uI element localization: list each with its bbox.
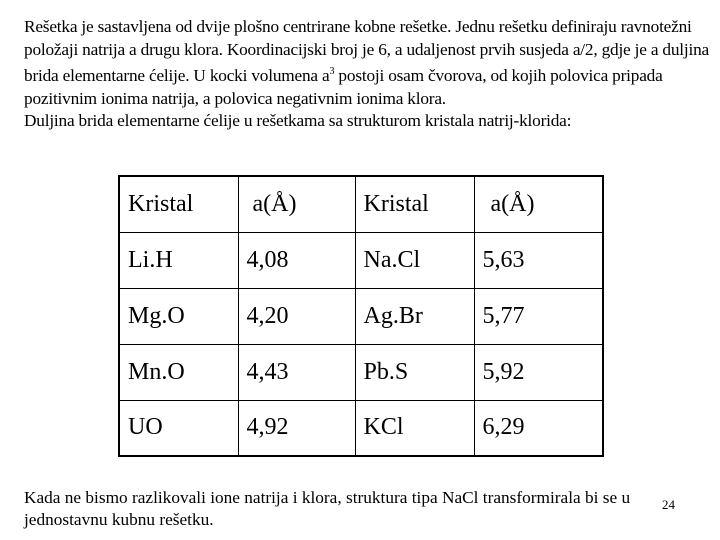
cell: Ag.Br: [355, 288, 474, 344]
header-a: a(Å): [474, 176, 603, 232]
table-header-row: [119, 176, 603, 232]
cell: Mg.O: [119, 288, 238, 344]
cell: Na.Cl: [355, 232, 474, 288]
header-crystal: Kristal: [355, 176, 474, 232]
cell: 4,20: [238, 288, 355, 344]
table-row: [119, 344, 603, 400]
header-crystal: Kristal: [119, 176, 238, 232]
lattice-constant-table: [118, 175, 604, 457]
table-row: [119, 232, 603, 288]
cell: 5,77: [474, 288, 603, 344]
page-number: 24: [662, 497, 675, 512]
cell: 6,29: [474, 400, 603, 456]
cell: UO: [119, 400, 238, 456]
intro-text-2: postoji osam čvorova, od kojih polovica pripada pozitivnim ionima natrija, a polovica negativnim ionima klora.: [24, 65, 663, 108]
cell: 5,63: [474, 232, 603, 288]
footer-paragraph: Kada ne bismo razlikovali ione natrija i klora, struktura tipa NaCl transformirala bi se u jednostavnu kubnu rešetku.: [24, 488, 631, 529]
cell: 4,43: [238, 344, 355, 400]
cell: Li.H: [119, 232, 238, 288]
cell: KCl: [355, 400, 474, 456]
cell: 4,92: [238, 400, 355, 456]
table-row: [119, 288, 603, 344]
intro-text-1: Rešetka je sastavljena od dvije plošno centrirane kobne rešetke. Jednu rešetku definiraju ravnotežni položaji natrija a drugu klora. Koordinacijski broj je 6, a udaljenost prvih susjeda a/2, gdje je a duljina brida elementarne ćelije. U kocki volumena a: [24, 17, 710, 85]
superscript: 3: [329, 66, 335, 78]
table-row: [119, 400, 603, 456]
table-caption: Duljina brida elementarne ćelije u rešetkama sa strukturom kristala natrij-klorida:: [24, 111, 572, 131]
header-a: a(Å): [238, 176, 355, 232]
cell: Mn.O: [119, 344, 238, 400]
cell: Pb.S: [355, 344, 474, 400]
cell: 4,08: [238, 232, 355, 288]
intro-paragraph: [24, 16, 714, 133]
cell: 5,92: [474, 344, 603, 400]
